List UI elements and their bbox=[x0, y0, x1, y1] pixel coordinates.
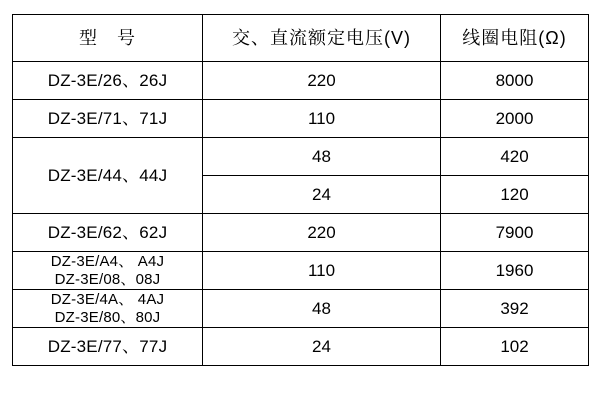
cell-voltage: 220 bbox=[203, 62, 441, 100]
cell-voltage: 110 bbox=[203, 100, 441, 138]
cell-resistance: 2000 bbox=[441, 100, 589, 138]
column-header-resistance: 线圈电阻(Ω) bbox=[441, 15, 589, 62]
model-line: DZ-3E/A4、 A4J bbox=[50, 252, 165, 270]
model-line: DZ-3E/4A、 4AJ bbox=[50, 290, 165, 308]
cell-voltage: 220 bbox=[203, 214, 441, 252]
cell-resistance: 1960 bbox=[441, 252, 589, 290]
model-line: DZ-3E/71、71J bbox=[47, 108, 168, 128]
column-header-voltage: 交、直流额定电压(V) bbox=[203, 15, 441, 62]
cell-resistance: 7900 bbox=[441, 214, 589, 252]
model-line: DZ-3E/62、62J bbox=[47, 222, 168, 242]
table-row bbox=[13, 328, 589, 366]
cell-model bbox=[13, 100, 203, 138]
cell-model bbox=[13, 290, 203, 328]
table-header-row bbox=[13, 15, 589, 62]
table-row bbox=[13, 138, 589, 176]
cell-resistance: 120 bbox=[441, 176, 589, 214]
table-row bbox=[13, 252, 589, 290]
cell-voltage: 24 bbox=[203, 176, 441, 214]
table-header bbox=[13, 15, 589, 62]
cell-model bbox=[13, 62, 203, 100]
cell-model bbox=[13, 328, 203, 366]
specification-table bbox=[12, 14, 589, 366]
cell-voltage: 48 bbox=[203, 138, 441, 176]
cell-voltage: 110 bbox=[203, 252, 441, 290]
cell-model bbox=[13, 214, 203, 252]
table-row bbox=[13, 214, 589, 252]
model-line: DZ-3E/26、26J bbox=[47, 70, 168, 90]
table-row bbox=[13, 100, 589, 138]
column-header-model: 型 号 bbox=[13, 15, 203, 62]
table-row bbox=[13, 62, 589, 100]
cell-resistance: 420 bbox=[441, 138, 589, 176]
cell-resistance: 8000 bbox=[441, 62, 589, 100]
table-body bbox=[13, 62, 589, 366]
table-row bbox=[13, 290, 589, 328]
model-line: DZ-3E/44、44J bbox=[47, 165, 168, 185]
model-line: DZ-3E/08、08J bbox=[54, 270, 161, 288]
cell-resistance: 392 bbox=[441, 290, 589, 328]
cell-model bbox=[13, 138, 203, 214]
model-line: DZ-3E/77、77J bbox=[47, 336, 168, 356]
cell-resistance: 102 bbox=[441, 328, 589, 366]
cell-voltage: 48 bbox=[203, 290, 441, 328]
model-line: DZ-3E/80、80J bbox=[54, 308, 161, 326]
cell-voltage: 24 bbox=[203, 328, 441, 366]
cell-model bbox=[13, 252, 203, 290]
